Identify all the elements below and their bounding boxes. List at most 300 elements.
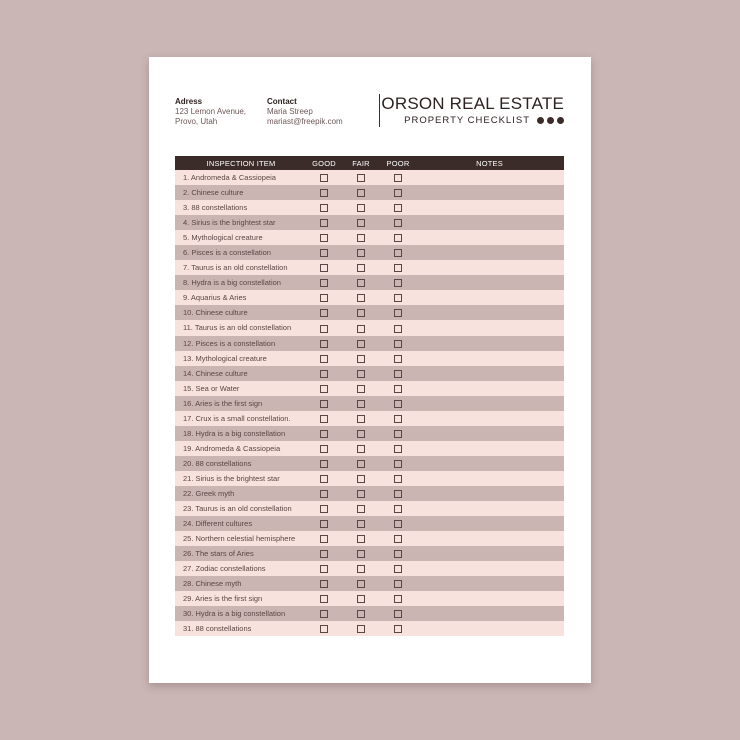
- poor-checkbox[interactable]: [394, 595, 402, 603]
- good-cell: [307, 185, 341, 200]
- poor-cell: [381, 561, 415, 576]
- address-line-1: 123 Lemon Avenue,: [175, 107, 247, 116]
- notes-cell[interactable]: [415, 456, 564, 471]
- fair-cell: [341, 516, 381, 531]
- poor-checkbox[interactable]: [394, 189, 402, 197]
- fair-checkbox[interactable]: [357, 400, 365, 408]
- fair-cell: [341, 576, 381, 591]
- poor-cell: [381, 305, 415, 320]
- fair-checkbox[interactable]: [357, 565, 365, 573]
- fair-cell: [341, 336, 381, 351]
- inspection-item-label: 27. Zodiac constellations: [175, 561, 307, 576]
- fair-cell: [341, 441, 381, 456]
- fair-checkbox[interactable]: [357, 309, 365, 317]
- poor-checkbox[interactable]: [394, 460, 402, 468]
- inspection-item-label: 26. The stars of Aries: [175, 546, 307, 561]
- fair-checkbox[interactable]: [357, 279, 365, 287]
- inspection-item-label: 15. Sea or Water: [175, 381, 307, 396]
- decorative-dots: [537, 117, 564, 124]
- table-row: [175, 305, 564, 320]
- inspection-item-label: 28. Chinese myth: [175, 576, 307, 591]
- poor-cell: [381, 471, 415, 486]
- notes-cell[interactable]: [415, 531, 564, 546]
- good-cell: [307, 305, 341, 320]
- fair-checkbox[interactable]: [357, 294, 365, 302]
- fair-cell: [341, 591, 381, 606]
- poor-cell: [381, 200, 415, 215]
- poor-cell: [381, 546, 415, 561]
- poor-checkbox[interactable]: [394, 219, 402, 227]
- inspection-item-label: 13. Mythological creature: [175, 351, 307, 366]
- good-cell: [307, 471, 341, 486]
- fair-checkbox[interactable]: [357, 505, 365, 513]
- notes-cell[interactable]: [415, 561, 564, 576]
- notes-cell[interactable]: [415, 546, 564, 561]
- dot-icon: [557, 117, 564, 124]
- poor-checkbox[interactable]: [394, 340, 402, 348]
- good-checkbox[interactable]: [320, 370, 328, 378]
- poor-cell: [381, 591, 415, 606]
- dot-icon: [537, 117, 544, 124]
- fair-checkbox[interactable]: [357, 219, 365, 227]
- poor-cell: [381, 185, 415, 200]
- good-cell: [307, 275, 341, 290]
- notes-cell[interactable]: [415, 185, 564, 200]
- poor-cell: [381, 381, 415, 396]
- poor-cell: [381, 275, 415, 290]
- good-checkbox[interactable]: [320, 309, 328, 317]
- table-row: [175, 230, 564, 245]
- good-cell: [307, 531, 341, 546]
- poor-cell: [381, 320, 415, 335]
- good-cell: [307, 621, 341, 636]
- fair-cell: [341, 215, 381, 230]
- fair-cell: [341, 546, 381, 561]
- poor-cell: [381, 215, 415, 230]
- notes-cell[interactable]: [415, 290, 564, 305]
- table-row: [175, 621, 564, 636]
- poor-checkbox[interactable]: [394, 520, 402, 528]
- inspection-item-label: 9. Aquarius & Aries: [175, 290, 307, 305]
- good-cell: [307, 200, 341, 215]
- inspection-item-label: 4. Sirius is the brightest star: [175, 215, 307, 230]
- fair-cell: [341, 396, 381, 411]
- table-row: [175, 185, 564, 200]
- notes-cell[interactable]: [415, 576, 564, 591]
- poor-checkbox[interactable]: [394, 279, 402, 287]
- notes-cell[interactable]: [415, 170, 564, 185]
- fair-checkbox[interactable]: [357, 520, 365, 528]
- good-checkbox[interactable]: [320, 580, 328, 588]
- inspection-item-label: 14. Chinese culture: [175, 366, 307, 381]
- good-checkbox[interactable]: [320, 400, 328, 408]
- good-checkbox[interactable]: [320, 294, 328, 302]
- table-row: [175, 245, 564, 260]
- notes-cell[interactable]: [415, 591, 564, 606]
- inspection-item-label: 23. Taurus is an old constellation: [175, 501, 307, 516]
- fair-checkbox[interactable]: [357, 264, 365, 272]
- fair-checkbox[interactable]: [357, 430, 365, 438]
- fair-cell: [341, 260, 381, 275]
- poor-cell: [381, 486, 415, 501]
- good-cell: [307, 170, 341, 185]
- table-row: [175, 531, 564, 546]
- good-checkbox[interactable]: [320, 475, 328, 483]
- table-row: [175, 546, 564, 561]
- table-row: [175, 215, 564, 230]
- good-checkbox[interactable]: [320, 385, 328, 393]
- table-row: [175, 471, 564, 486]
- address-line-2: Provo, Utah: [175, 117, 218, 126]
- notes-cell[interactable]: [415, 275, 564, 290]
- poor-cell: [381, 336, 415, 351]
- notes-cell[interactable]: [415, 501, 564, 516]
- inspection-item-label: 19. Andromeda & Cassiopeia: [175, 441, 307, 456]
- inspection-item-label: 30. Hydra is a big constellation: [175, 606, 307, 621]
- fair-checkbox[interactable]: [357, 490, 365, 498]
- notes-cell[interactable]: [415, 366, 564, 381]
- table-row: [175, 456, 564, 471]
- inspection-item-label: 16. Aries is the first sign: [175, 396, 307, 411]
- inspection-item-label: 18. Hydra is a big constellation: [175, 426, 307, 441]
- brand-subtitle: PROPERTY CHECKLIST: [404, 115, 530, 126]
- fair-checkbox[interactable]: [357, 370, 365, 378]
- good-cell: [307, 245, 341, 260]
- fair-cell: [341, 305, 381, 320]
- table-row: [175, 320, 564, 335]
- notes-cell[interactable]: [415, 516, 564, 531]
- inspection-item-label: 10. Chinese culture: [175, 305, 307, 320]
- good-cell: [307, 381, 341, 396]
- inspection-item-label: 1. Andromeda & Cassiopeia: [175, 170, 307, 185]
- table-row: [175, 275, 564, 290]
- contact-block: [267, 97, 343, 127]
- inspection-item-label: 11. Taurus is an old constellation: [175, 320, 307, 335]
- fair-checkbox[interactable]: [357, 460, 365, 468]
- fair-checkbox[interactable]: [357, 415, 365, 423]
- poor-checkbox[interactable]: [394, 174, 402, 182]
- inspection-item-label: 17. Crux is a small constellation.: [175, 411, 307, 426]
- poor-checkbox[interactable]: [394, 355, 402, 363]
- table-row: [175, 200, 564, 215]
- good-checkbox[interactable]: [320, 279, 328, 287]
- inspection-item-label: 22. Greek myth: [175, 486, 307, 501]
- poor-cell: [381, 606, 415, 621]
- notes-cell[interactable]: [415, 305, 564, 320]
- table-row: [175, 411, 564, 426]
- good-cell: [307, 546, 341, 561]
- fair-checkbox[interactable]: [357, 249, 365, 257]
- good-checkbox[interactable]: [320, 445, 328, 453]
- poor-cell: [381, 396, 415, 411]
- good-checkbox[interactable]: [320, 535, 328, 543]
- notes-cell[interactable]: [415, 441, 564, 456]
- good-checkbox[interactable]: [320, 550, 328, 558]
- notes-cell[interactable]: [415, 200, 564, 215]
- poor-checkbox[interactable]: [394, 445, 402, 453]
- poor-cell: [381, 230, 415, 245]
- table-row: [175, 336, 564, 351]
- checklist-page: [149, 57, 591, 683]
- fair-cell: [341, 486, 381, 501]
- brand-block: [381, 94, 564, 126]
- inspection-item-label: 5. Mythological creature: [175, 230, 307, 245]
- poor-cell: [381, 426, 415, 441]
- good-cell: [307, 441, 341, 456]
- fair-cell: [341, 621, 381, 636]
- poor-checkbox[interactable]: [394, 565, 402, 573]
- notes-cell[interactable]: [415, 245, 564, 260]
- poor-checkbox[interactable]: [394, 204, 402, 212]
- poor-checkbox[interactable]: [394, 535, 402, 543]
- table-row: [175, 290, 564, 305]
- good-cell: [307, 396, 341, 411]
- address-block: [175, 97, 246, 127]
- good-checkbox[interactable]: [320, 249, 328, 257]
- poor-cell: [381, 456, 415, 471]
- fair-cell: [341, 606, 381, 621]
- good-checkbox[interactable]: [320, 189, 328, 197]
- inspection-item-label: 29. Aries is the first sign: [175, 591, 307, 606]
- table-row: [175, 396, 564, 411]
- poor-cell: [381, 516, 415, 531]
- inspection-item-label: 21. Sirius is the brightest star: [175, 471, 307, 486]
- header-divider: [379, 94, 380, 127]
- fair-checkbox[interactable]: [357, 189, 365, 197]
- poor-checkbox[interactable]: [394, 430, 402, 438]
- fair-checkbox[interactable]: [357, 234, 365, 242]
- fair-checkbox[interactable]: [357, 610, 365, 618]
- good-checkbox[interactable]: [320, 610, 328, 618]
- poor-checkbox[interactable]: [394, 234, 402, 242]
- fair-cell: [341, 471, 381, 486]
- column-header-good: GOOD: [307, 156, 341, 170]
- poor-checkbox[interactable]: [394, 309, 402, 317]
- poor-checkbox[interactable]: [394, 505, 402, 513]
- table-row: [175, 591, 564, 606]
- good-checkbox[interactable]: [320, 460, 328, 468]
- good-cell: [307, 320, 341, 335]
- poor-checkbox[interactable]: [394, 550, 402, 558]
- inspection-item-label: 2. Chinese culture: [175, 185, 307, 200]
- fair-checkbox[interactable]: [357, 385, 365, 393]
- fair-checkbox[interactable]: [357, 595, 365, 603]
- good-checkbox[interactable]: [320, 355, 328, 363]
- good-checkbox[interactable]: [320, 520, 328, 528]
- poor-cell: [381, 531, 415, 546]
- poor-cell: [381, 411, 415, 426]
- poor-cell: [381, 351, 415, 366]
- good-cell: [307, 411, 341, 426]
- fair-checkbox[interactable]: [357, 535, 365, 543]
- poor-checkbox[interactable]: [394, 580, 402, 588]
- good-cell: [307, 336, 341, 351]
- notes-cell[interactable]: [415, 215, 564, 230]
- good-cell: [307, 260, 341, 275]
- fair-cell: [341, 170, 381, 185]
- good-cell: [307, 516, 341, 531]
- good-checkbox[interactable]: [320, 625, 328, 633]
- table-row: [175, 576, 564, 591]
- inspection-item-label: 20. 88 constellations: [175, 456, 307, 471]
- poor-checkbox[interactable]: [394, 400, 402, 408]
- good-cell: [307, 351, 341, 366]
- notes-cell[interactable]: [415, 381, 564, 396]
- fair-cell: [341, 456, 381, 471]
- inspection-item-label: 6. Pisces is a constellation: [175, 245, 307, 260]
- fair-cell: [341, 351, 381, 366]
- fair-cell: [341, 561, 381, 576]
- good-cell: [307, 426, 341, 441]
- fair-cell: [341, 381, 381, 396]
- poor-checkbox[interactable]: [394, 325, 402, 333]
- dot-icon: [547, 117, 554, 124]
- contact-name: Maria Streep: [267, 107, 313, 116]
- table-body: [175, 170, 564, 636]
- good-checkbox[interactable]: [320, 505, 328, 513]
- fair-cell: [341, 185, 381, 200]
- poor-cell: [381, 621, 415, 636]
- fair-cell: [341, 290, 381, 305]
- poor-checkbox[interactable]: [394, 249, 402, 257]
- poor-checkbox[interactable]: [394, 490, 402, 498]
- poor-cell: [381, 260, 415, 275]
- poor-checkbox[interactable]: [394, 475, 402, 483]
- good-cell: [307, 561, 341, 576]
- notes-cell[interactable]: [415, 260, 564, 275]
- poor-checkbox[interactable]: [394, 370, 402, 378]
- good-checkbox[interactable]: [320, 234, 328, 242]
- good-checkbox[interactable]: [320, 204, 328, 212]
- address-label: Adress: [175, 97, 203, 106]
- inspection-item-label: 7. Taurus is an old constellation: [175, 260, 307, 275]
- table-row: [175, 170, 564, 185]
- good-checkbox[interactable]: [320, 430, 328, 438]
- brand-name: ORSON REAL ESTATE: [381, 94, 564, 113]
- column-header-item: INSPECTION ITEM: [175, 156, 307, 170]
- fair-checkbox[interactable]: [357, 204, 365, 212]
- inspection-item-label: 25. Northern celestial hemisphere: [175, 531, 307, 546]
- column-header-poor: POOR: [381, 156, 415, 170]
- poor-cell: [381, 501, 415, 516]
- poor-cell: [381, 290, 415, 305]
- poor-cell: [381, 576, 415, 591]
- fair-cell: [341, 245, 381, 260]
- notes-cell[interactable]: [415, 606, 564, 621]
- good-cell: [307, 576, 341, 591]
- table-row: [175, 501, 564, 516]
- table-row: [175, 441, 564, 456]
- inspection-item-label: 24. Different cultures: [175, 516, 307, 531]
- brand-subtitle-row: [381, 115, 564, 126]
- poor-checkbox[interactable]: [394, 294, 402, 302]
- notes-cell[interactable]: [415, 320, 564, 335]
- good-cell: [307, 486, 341, 501]
- inspection-item-label: 31. 88 constellations: [175, 621, 307, 636]
- table-header-row: [175, 156, 564, 170]
- good-checkbox[interactable]: [320, 219, 328, 227]
- column-header-notes: NOTES: [415, 156, 564, 170]
- fair-cell: [341, 426, 381, 441]
- column-header-fair: FAIR: [341, 156, 381, 170]
- good-cell: [307, 366, 341, 381]
- table-row: [175, 260, 564, 275]
- fair-checkbox[interactable]: [357, 325, 365, 333]
- notes-cell[interactable]: [415, 411, 564, 426]
- fair-checkbox[interactable]: [357, 580, 365, 588]
- good-cell: [307, 215, 341, 230]
- notes-cell[interactable]: [415, 486, 564, 501]
- good-cell: [307, 290, 341, 305]
- good-checkbox[interactable]: [320, 415, 328, 423]
- inspection-item-label: 8. Hydra is a big constellation: [175, 275, 307, 290]
- notes-cell[interactable]: [415, 426, 564, 441]
- good-checkbox[interactable]: [320, 264, 328, 272]
- fair-cell: [341, 320, 381, 335]
- good-checkbox[interactable]: [320, 325, 328, 333]
- notes-cell[interactable]: [415, 351, 564, 366]
- table-row: [175, 381, 564, 396]
- fair-checkbox[interactable]: [357, 550, 365, 558]
- good-checkbox[interactable]: [320, 174, 328, 182]
- table-row: [175, 486, 564, 501]
- fair-cell: [341, 531, 381, 546]
- good-cell: [307, 591, 341, 606]
- good-cell: [307, 606, 341, 621]
- fair-checkbox[interactable]: [357, 625, 365, 633]
- fair-cell: [341, 275, 381, 290]
- notes-cell[interactable]: [415, 621, 564, 636]
- fair-cell: [341, 200, 381, 215]
- good-cell: [307, 501, 341, 516]
- fair-checkbox[interactable]: [357, 340, 365, 348]
- poor-cell: [381, 245, 415, 260]
- good-checkbox[interactable]: [320, 490, 328, 498]
- poor-cell: [381, 366, 415, 381]
- fair-cell: [341, 230, 381, 245]
- notes-cell[interactable]: [415, 471, 564, 486]
- poor-checkbox[interactable]: [394, 385, 402, 393]
- poor-checkbox[interactable]: [394, 264, 402, 272]
- inspection-table: [175, 156, 564, 636]
- fair-checkbox[interactable]: [357, 475, 365, 483]
- table-row: [175, 561, 564, 576]
- good-checkbox[interactable]: [320, 565, 328, 573]
- fair-cell: [341, 501, 381, 516]
- good-checkbox[interactable]: [320, 595, 328, 603]
- fair-cell: [341, 411, 381, 426]
- poor-checkbox[interactable]: [394, 415, 402, 423]
- table-row: [175, 426, 564, 441]
- good-cell: [307, 456, 341, 471]
- poor-cell: [381, 170, 415, 185]
- contact-email: mariast@freepik.com: [267, 117, 343, 126]
- table-row: [175, 351, 564, 366]
- notes-cell[interactable]: [415, 396, 564, 411]
- notes-cell[interactable]: [415, 230, 564, 245]
- table-row: [175, 606, 564, 621]
- fair-checkbox[interactable]: [357, 174, 365, 182]
- notes-cell[interactable]: [415, 336, 564, 351]
- fair-checkbox[interactable]: [357, 355, 365, 363]
- table-row: [175, 366, 564, 381]
- poor-cell: [381, 441, 415, 456]
- good-checkbox[interactable]: [320, 340, 328, 348]
- fair-checkbox[interactable]: [357, 445, 365, 453]
- poor-checkbox[interactable]: [394, 625, 402, 633]
- poor-checkbox[interactable]: [394, 610, 402, 618]
- inspection-item-label: 12. Pisces is a constellation: [175, 336, 307, 351]
